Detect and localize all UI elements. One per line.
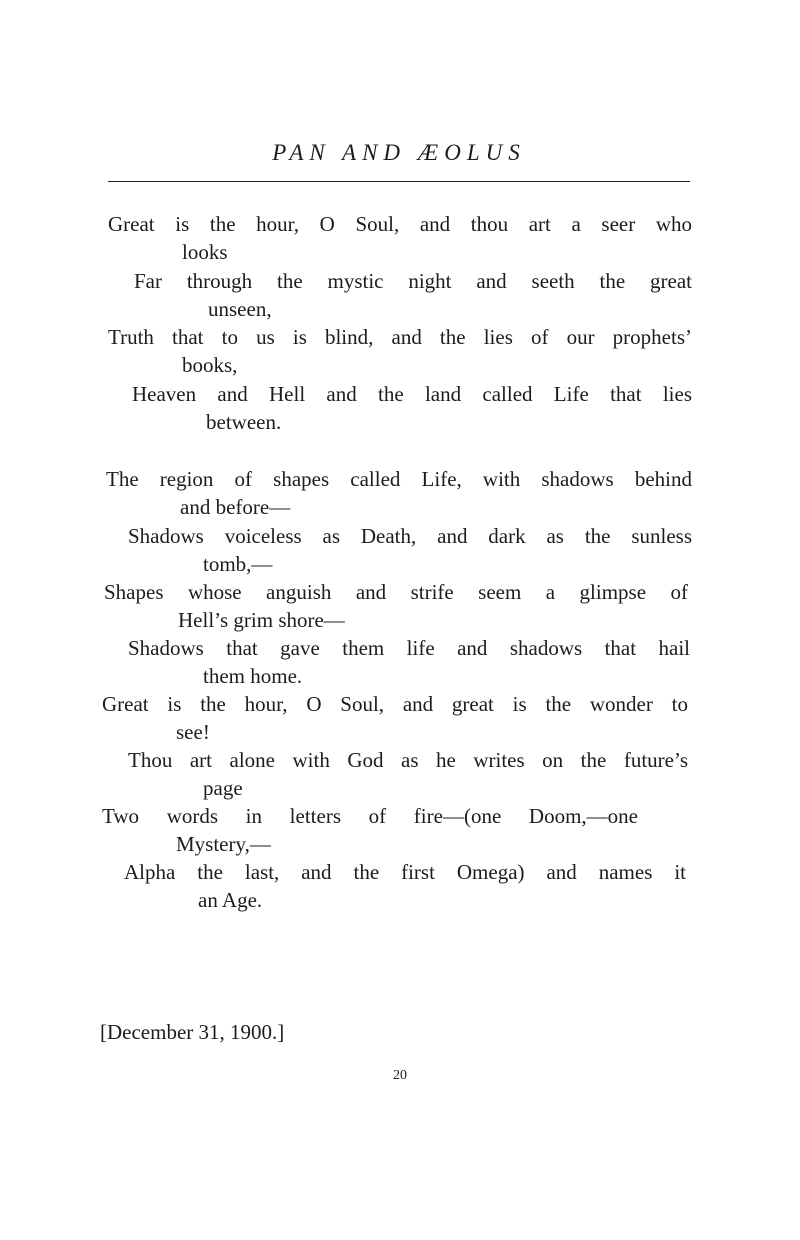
poem-line: Great is the hour, O Soul, and thou art a seer who xyxy=(108,212,692,236)
poem-line-continuation: unseen, xyxy=(208,297,272,321)
poem-line-continuation: tomb,— xyxy=(203,552,273,576)
poem-line-continuation: see! xyxy=(176,720,210,744)
poem-line-continuation: page xyxy=(203,776,243,800)
poem-line-continuation: Hell’s grim shore— xyxy=(178,608,345,632)
poem-line-continuation: looks xyxy=(182,240,228,264)
poem-line-continuation: them home. xyxy=(203,664,303,688)
poem-line: Shadows that gave them life and shadows that hail xyxy=(128,636,690,660)
poem-line-continuation: Mystery,— xyxy=(176,832,271,856)
poem-line: Thou art alone with God as he writes on the future’s xyxy=(128,748,688,772)
poem-line-continuation: an Age. xyxy=(198,888,263,912)
poem-line-continuation: books, xyxy=(182,353,238,377)
poem-line-continuation: between. xyxy=(206,410,282,434)
poem-line: Alpha the last, and the first Omega) and names it xyxy=(124,860,686,884)
poem-line: Heaven and Hell and the land called Life that lies xyxy=(132,382,692,406)
poem-line: Shapes whose anguish and strife seem a glimpse of xyxy=(104,580,688,604)
running-header: PAN AND ÆOLUS xyxy=(272,140,526,165)
header-rule xyxy=(108,181,690,182)
poem-line: Shadows voiceless as Death, and dark as the sunless xyxy=(128,524,692,548)
poem-line: Far through the mystic night and seeth the great xyxy=(134,269,692,293)
poem-line: Truth that to us is blind, and the lies of our prophets’ xyxy=(108,325,692,349)
dateline: [December 31, 1900.] xyxy=(100,1020,285,1044)
poem-line: Two words in letters of fire—(one Doom,—one xyxy=(102,804,638,828)
poem-line: Great is the hour, O Soul, and great is the wonder to xyxy=(102,692,688,716)
poem-line-continuation: and before— xyxy=(180,495,291,519)
page-number: 20 xyxy=(393,1068,407,1083)
poem-line: The region of shapes called Life, with shadows behind xyxy=(106,467,692,491)
